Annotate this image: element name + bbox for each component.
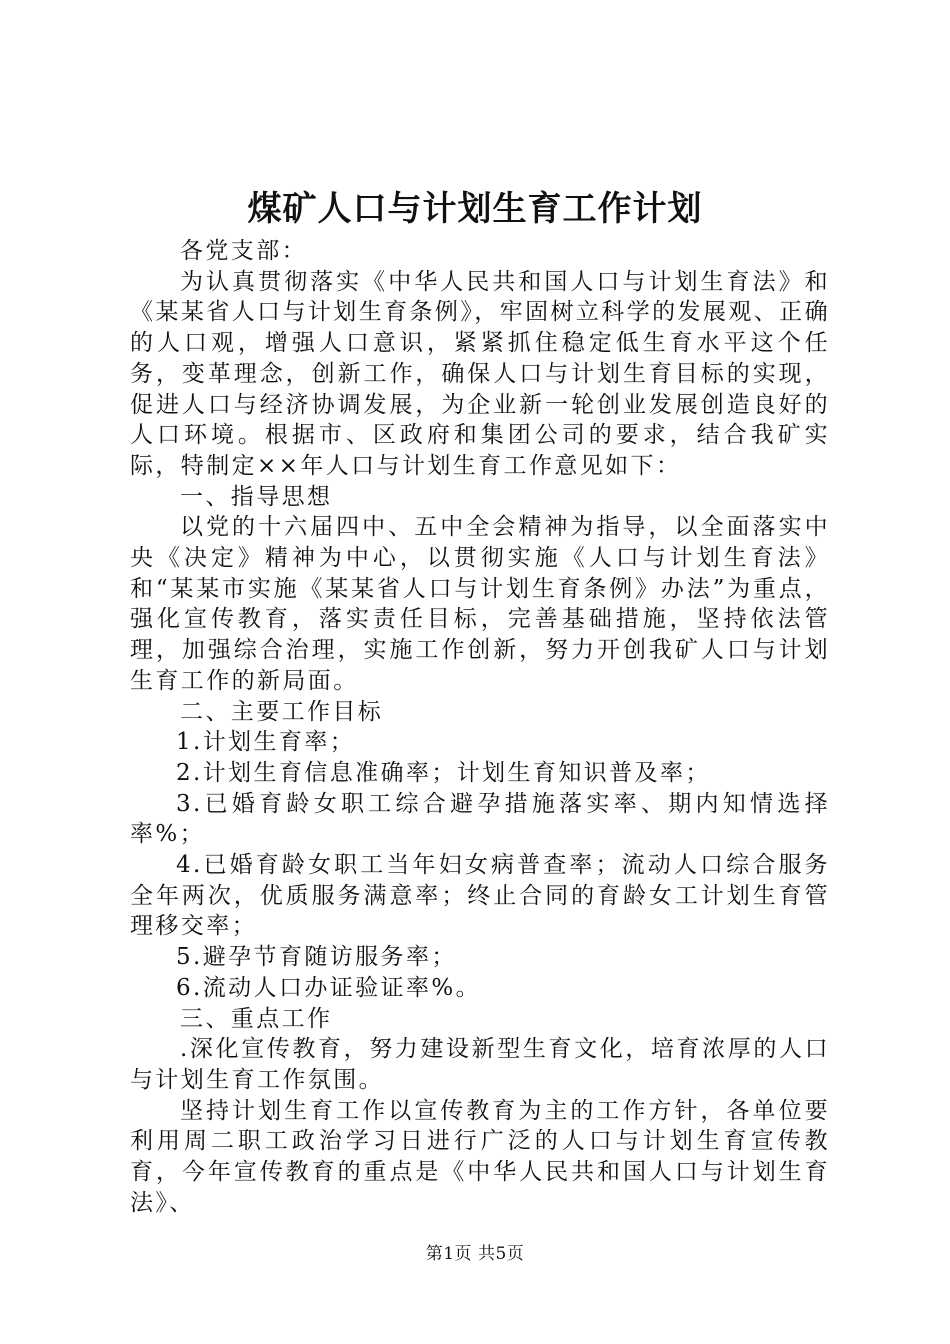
goal-item-2: 2.计划生育信息准确率；计划生育知识普及率； — [176, 759, 711, 786]
key-work-paragraph: 坚持计划生育工作以宣传教育为主的工作方针，各单位要利用周二职工政治学习日进行广泛的人口与计划生育宣传教育，今年宣传教育的重点是《中华人民共和国人口与计划生育法》、 — [130, 1097, 830, 1216]
goal-item-5: 5.避孕节育随访服务率； — [176, 944, 457, 971]
document-title: 煤矿人口与计划生育工作计划 — [247, 189, 703, 229]
section-heading-guiding-ideology: 一、指导思想 — [180, 483, 333, 510]
goal-item-4: 4.已婚育龄女职工当年妇女病普查率；流动人口综合服务全年两次，优质服务满意率；终止合同的育龄女工计划生育管理移交率； — [130, 852, 830, 940]
goal-item-6: 6.流动人口办证验证率%。 — [176, 974, 481, 1001]
intro-paragraph: 为认真贯彻落实《中华人民共和国人口与计划生育法》和《某某省人口与计划生育条例》，牢固树立科学的发展观、正确的人口观，增强人口意识，紧紧抓住稳定低生育水平这个任务，变革理念，创新工作，确保人口与计划生育目标的实现，促进人口与经济协调发展，为企业新一轮创业发展创造良好的人口环境。根据市、区政府和集团公司的要求，结合我矿实际，特制定××年人口与计划生育工作意见如下： — [130, 268, 830, 479]
guiding-ideology-paragraph: 以党的十六届四中、五中全会精神为指导，以全面落实中央《决定》精神为中心，以贯彻实施《人口与计划生育法》和“某某市实施《某某省人口与计划生育条例》办法”为重点，强化宣传教育，落实责任目标，完善基础措施，坚持依法管理，加强综合治理，实施工作创新，努力开创我矿人口与计划生育工作的新局面。 — [130, 514, 830, 694]
section-heading-key-work: 三、重点工作 — [180, 1005, 333, 1032]
document-body — [130, 236, 830, 1219]
goal-item-1: 1.计划生育率； — [176, 729, 356, 756]
salutation: 各党支部： — [180, 238, 307, 264]
goal-item-3: 3.已婚育龄女职工综合避孕措施落实率、期内知情选择率%； — [130, 790, 830, 848]
key-work-item: .深化宣传教育，努力建设新型生育文化，培育浓厚的人口与计划生育工作氛围。 — [130, 1036, 830, 1093]
section-heading-main-goals: 二、主要工作目标 — [180, 698, 384, 725]
page-footer: 第1页 共5页 — [425, 1244, 525, 1264]
